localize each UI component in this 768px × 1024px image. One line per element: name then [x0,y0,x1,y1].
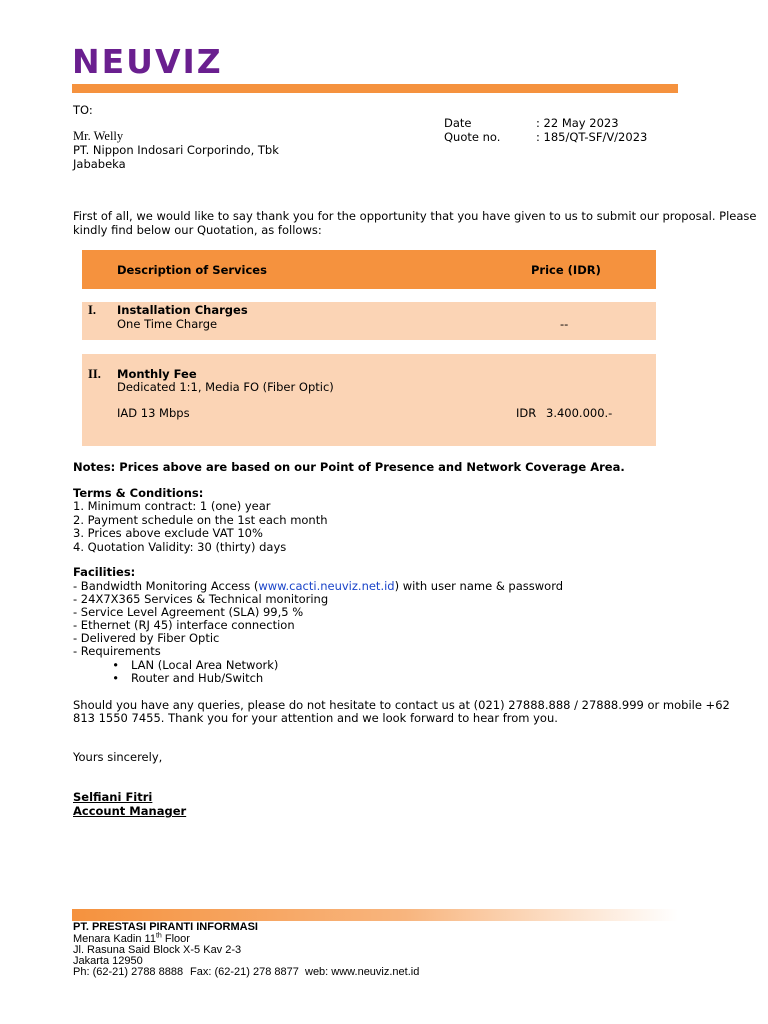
cacti-link[interactable]: www.cacti.neuviz.net.id [258,579,395,593]
row-number: II. [88,367,101,381]
table-row-monthly-fee [82,354,656,446]
quote-label: Quote no. [444,130,501,144]
row-item: IAD 13 Mbps [117,406,190,420]
price-column-header: Price (IDR) [531,263,601,277]
facility-item: - Requirements [73,644,161,658]
company-logo: NEUVIZ [72,42,223,81]
row-subtitle: Dedicated 1:1, Media FO (Fiber Optic) [117,380,334,394]
facility-item: - Service Level Agreement (SLA) 99,5 % [73,605,304,619]
footer-address-sup: th [155,932,162,940]
footer-accent-bar [72,909,678,921]
facility-item: - Ethernet (RJ 45) interface connection [73,618,295,632]
row-title: Installation Charges [117,303,248,317]
footer-phone: Ph: (62-21) 2788 8888 [73,966,184,978]
row-number: I. [88,303,96,317]
footer-address-text: Menara Kadin 11 [73,933,156,945]
notes-text: Notes: Prices above are based on our Point of Presence and Network Coverage Area. [73,460,625,474]
footer-web: web: www.neuviz.net.id [305,966,420,978]
terms-item: 4. Quotation Validity: 30 (thirty) days [73,540,287,554]
intro-line-1: First of all, we would like to say thank you for the opportunity that you have given to us to submit our proposal. Please [73,209,757,223]
date-value: : 22 May 2023 [536,116,619,130]
signature-title: Account Manager [73,804,187,818]
intro-line-2: kindly find below our Quotation, as follows: [73,223,322,237]
footer-address-2: Jl. Rasuna Said Block X-5 Kav 2-3 [73,944,242,956]
terms-item: 2. Payment schedule on the 1st each month [73,513,328,527]
requirement-text: LAN (Local Area Network) [131,658,279,672]
header-accent-bar [72,84,678,93]
facility-text: - Bandwidth Monitoring Access ( [73,579,259,593]
table-row-installation [82,302,656,340]
footer-company: PT. PRESTASI PIRANTI INFORMASI [73,921,258,933]
row-price: -- [560,317,569,331]
recipient-name: Mr. Welly [73,129,124,143]
facility-item-monitoring [73,579,563,593]
footer-address-text: Floor [161,933,190,945]
row-currency: IDR [516,406,537,420]
closing-text: Yours sincerely, [73,750,163,764]
contact-line-2: 813 1550 7455. Thank you for your attention and we look forward to hear from you. [73,711,558,725]
requirement-text: Router and Hub/Switch [131,671,264,685]
quote-value: : 185/QT-SF/V/2023 [536,130,648,144]
row-price: 3.400.000.- [546,406,613,420]
facility-item: - 24X7X365 Services & Technical monitoring [73,592,329,606]
row-subtitle: One Time Charge [117,317,218,331]
terms-item: 3. Prices above exclude VAT 10% [73,526,263,540]
recipient-company: PT. Nippon Indosari Corporindo, Tbk [73,143,279,157]
to-label: TO: [73,103,93,117]
bullet-icon: • [112,671,119,685]
facility-item: - Delivered by Fiber Optic [73,631,220,645]
signature-name: Selfiani Fitri [73,790,153,804]
row-title: Monthly Fee [117,367,197,381]
description-column-header: Description of Services [117,263,267,277]
facilities-title: Facilities: [73,565,136,579]
bullet-icon: • [112,658,119,672]
requirement-item [73,658,278,672]
footer-fax: Fax: (62-21) 278 8877 [190,966,299,978]
recipient-location: Jababeka [73,157,126,171]
footer-address-3: Jakarta 12950 [73,955,143,967]
requirement-item [73,671,263,685]
services-table-header [82,250,656,289]
terms-title: Terms & Conditions: [73,486,204,500]
date-label: Date [444,116,472,130]
contact-line-1: Should you have any queries, please do not hesitate to contact us at (021) 27888.888 / 27888.999 or mobile +62 [73,698,730,712]
facility-text: ) with user name & password [394,579,564,593]
terms-item: 1. Minimum contract: 1 (one) year [73,499,271,513]
